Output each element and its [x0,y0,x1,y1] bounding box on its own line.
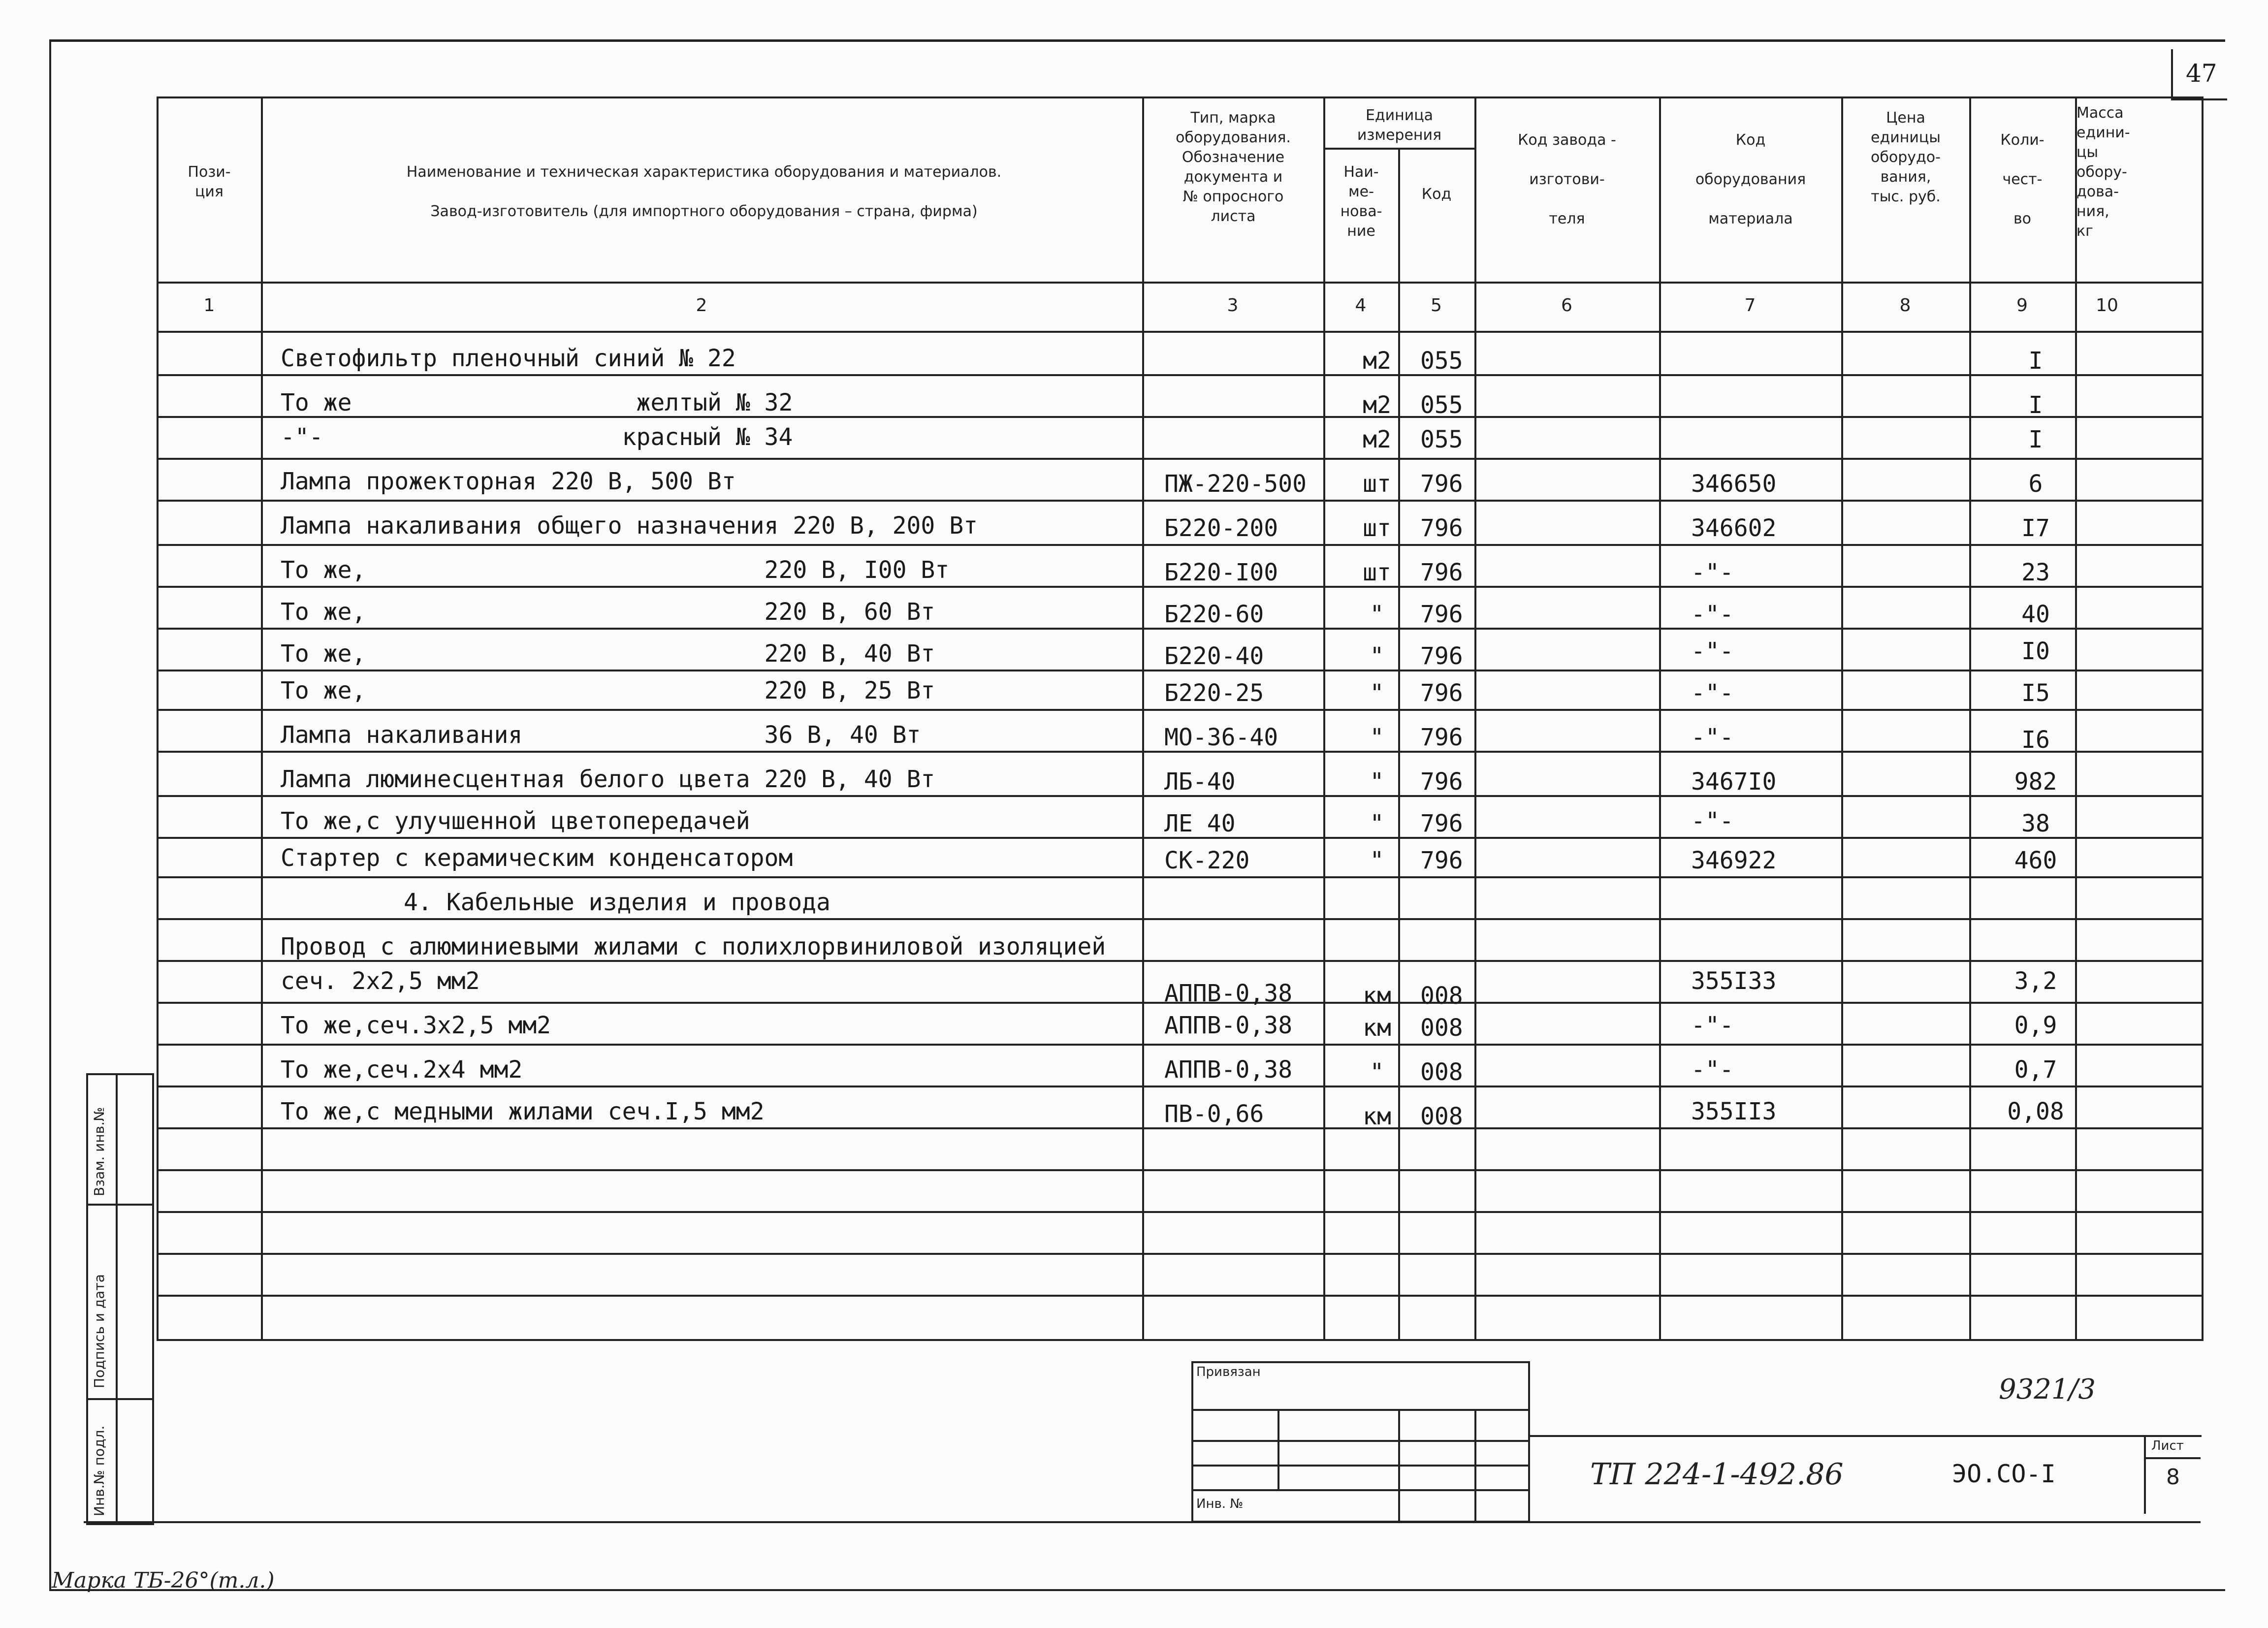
row-type: ПЖ-220-500 [1164,470,1307,498]
row-sep [157,544,2202,546]
column-number: 1 [203,295,215,316]
row-sep [157,1044,2202,1046]
row-name: То же,сеч.2х4 мм2 [281,1056,523,1084]
colnum-bottom [157,331,2202,333]
frame-bottom-edge [49,1589,2225,1591]
row-qty: I [2028,426,2043,453]
row-unit: шт [1363,470,1391,498]
row-code: 796 [1420,601,1463,628]
row-qty: 460 [2014,847,2057,874]
row-qty: 6 [2028,470,2043,498]
row-material-code: -"- [1691,1056,1734,1084]
row-type: АППВ-0,38 [1164,1012,1293,1039]
row-code: 796 [1420,470,1463,498]
row-sep [157,458,2202,460]
row-name: Лампа накаливания общего назначения 220 В, 200 Вт [281,512,978,540]
row-type: Б220-25 [1164,679,1264,707]
row-material-code: -"- [1691,724,1734,751]
row-qty: I5 [2021,679,2050,707]
row-unit: " [1370,679,1384,707]
frame-left-edge [49,39,51,1590]
row-type: Б220-I00 [1164,559,1278,586]
row-material-code: -"- [1691,559,1734,586]
row-code: 008 [1420,1103,1463,1130]
row-qty: 982 [2014,768,2057,796]
row-qty: 0,08 [2007,1098,2064,1125]
stamp-sheet-code: ЭО.СО-I [1952,1460,2056,1488]
row-unit: " [1370,1058,1384,1086]
row-code: 796 [1420,724,1463,751]
row-name: Лампа накаливания 36 В, 40 Вт [281,721,921,749]
row-qty: 3,2 [2014,967,2057,995]
row-material-code: -"- [1691,638,1734,665]
row-name: Стартер с керамическим конденсатором [281,844,793,872]
stamp-line [1278,1409,1279,1490]
row-sep [157,500,2202,502]
header-quantity: Коли- чест- во [2000,131,2044,227]
column-number: 10 [2096,295,2118,316]
header-equipment-code: Код оборудования материала [1695,131,1806,227]
row-unit: км [1363,982,1391,1010]
header-unit-group: Единица измерения [1357,107,1442,144]
row-material-code: -"- [1691,679,1734,707]
stamp-line [2144,1457,2201,1459]
column-number: 2 [696,295,707,316]
row-unit: " [1370,768,1384,796]
row-qty: I7 [2021,514,2050,542]
row-material-code: 3467I0 [1691,768,1777,796]
unit-group-sep [1323,148,1474,150]
row-name: Лампа люминесцентная белого цвета 220 В, 40 Вт [281,766,935,793]
row-qty: I [2028,347,2043,375]
row-code: 796 [1420,679,1463,707]
row-name: То же,с улучшенной цветопередачей [281,807,750,835]
header-name: Наименование и техническая характеристика оборудования и материалов. Завод-изготовитель (для импортного оборудования – страна, фирма) [406,163,1002,220]
column-number: 9 [2016,295,2028,316]
marka-label: Марка ТБ-26°(т.л.) [52,1568,275,1593]
row-material-code: 346650 [1691,470,1777,498]
row-name: То же, 220 В, 25 Вт [281,677,935,704]
row-material-code: 355II3 [1691,1098,1777,1125]
row-type: АППВ-0,38 [1164,1056,1293,1084]
row-qty: 0,7 [2014,1056,2057,1084]
row-name: То же, 220 В, 60 Вт [281,598,935,626]
row-unit: " [1370,642,1384,670]
row-unit: км [1363,1103,1391,1130]
row-unit: " [1370,724,1384,751]
column-number: 7 [1744,295,1756,316]
stamp-doc-code: ТП 224-1-492.86 [1590,1457,1844,1492]
column-number: 3 [1227,295,1239,316]
header-bottom [157,282,2202,284]
row-sep [157,1169,2202,1171]
row-name: То же,с медными жилами сеч.I,5 мм2 [281,1098,765,1125]
section-title: 4. Кабельные изделия и провода [404,889,831,916]
row-unit: м2 [1363,391,1391,419]
row-code: 796 [1420,642,1463,670]
row-material-code: -"- [1691,601,1734,628]
row-qty: I [2028,391,2043,419]
row-name: То же, 220 В, I00 Вт [281,556,950,584]
row-sep [157,1253,2202,1255]
row-material-code: -"- [1691,1012,1734,1039]
row-name: То же желтый № 32 [281,389,793,416]
row-type: Б220-60 [1164,601,1264,628]
stamp-line [1474,1409,1476,1521]
row-code: 796 [1420,847,1463,874]
row-type: ЛБ-40 [1164,768,1236,796]
column-number: 5 [1431,295,1442,316]
stamp-line [1191,1440,1528,1442]
row-code: 055 [1420,426,1463,453]
row-type: АППВ-0,38 [1164,980,1293,1007]
column-number: 6 [1561,295,1572,316]
row-name: Лампа прожекторная 220 В, 500 Вт [281,468,736,495]
row-code: 008 [1420,982,1463,1010]
side-strip-sep [86,1204,152,1206]
row-qty: 38 [2021,810,2050,837]
row-material-code: -"- [1691,807,1734,835]
row-unit: " [1370,810,1384,837]
row-code: 055 [1420,391,1463,419]
stamp-list-label: Лист [2151,1438,2184,1453]
row-qty: I6 [2021,726,2050,754]
row-code: 796 [1420,559,1463,586]
header-unit-code: Код [1421,186,1452,203]
side-strip-sep [86,1398,152,1400]
row-unit: шт [1363,559,1391,586]
header-mass: Масса едини- цы обору- дова- ния, кг [2076,104,2130,240]
row-sep [157,374,2202,376]
row-sep [157,876,2202,878]
row-qty: 23 [2021,559,2050,586]
row-qty: 40 [2021,601,2050,628]
side-label-podpis: Подпись и дата [91,1274,107,1388]
row-material-code: 355I33 [1691,967,1777,995]
wire-intro: Провод с алюминиевыми жилами с полихлорвиниловой изоляцией [281,933,1106,960]
stamp-handwritten-number: 9321/3 [1999,1373,2096,1405]
row-sep [157,1085,2202,1087]
row-qty: I0 [2021,638,2050,665]
column-number: 8 [1899,295,1911,316]
row-sep [157,918,2202,920]
stamp-line [1398,1409,1400,1521]
stamp-privyazan: Привязан [1196,1365,1261,1379]
row-type: Б220-200 [1164,514,1278,542]
row-code: 796 [1420,768,1463,796]
stamp-list-no: 8 [2166,1465,2180,1490]
row-material-code: 346922 [1691,847,1777,874]
row-name: -"- красный № 34 [281,423,793,451]
row-name: сеч. 2х2,5 мм2 [281,967,480,995]
row-sep [157,1295,2202,1297]
row-type: ПВ-0,66 [1164,1100,1264,1128]
page-number: 47 [2186,59,2217,88]
row-code: 055 [1420,347,1463,375]
row-qty: 0,9 [2014,1012,2057,1039]
row-unit: м2 [1363,426,1391,453]
side-strip-sep [116,1073,118,1521]
frame-inner-bottom [84,1521,2201,1523]
row-code: 008 [1420,1058,1463,1086]
row-code: 796 [1420,810,1463,837]
column-number: 4 [1355,295,1367,316]
row-unit: шт [1363,514,1391,542]
header-unit-name: Наи- ме- нова- ние [1340,163,1382,240]
header-position: Пози- ция [188,163,231,200]
stamp-line [1191,1465,1528,1467]
stamp-line [1528,1435,2202,1437]
row-type: МО-36-40 [1164,724,1278,751]
row-unit: м2 [1363,347,1391,375]
row-name: То же, 220 В, 40 Вт [281,640,935,668]
row-unit: км [1363,1014,1391,1042]
row-type: СК-220 [1164,847,1250,874]
header-price: Цена единицы оборудо- вания, тыс. руб. [1871,109,1941,205]
row-name: То же,сеч.3х2,5 мм2 [281,1012,551,1039]
side-label-inv: Инв.№ подл. [91,1425,107,1516]
stamp-inv-no: Инв. № [1196,1497,1244,1511]
stamp-line [1191,1409,1528,1411]
header-factory-code: Код завода - изготови- теля [1518,131,1616,227]
row-code: 796 [1420,514,1463,542]
row-unit: " [1370,847,1384,874]
stamp-line [1191,1489,1528,1491]
row-code: 008 [1420,1014,1463,1042]
row-type: ЛЕ 40 [1164,810,1236,837]
row-name: Светофильтр пленочный синий № 22 [281,345,736,372]
row-material-code: 346602 [1691,514,1777,542]
row-unit: " [1370,601,1384,628]
side-label-vzam: Взам. инв.№ [91,1107,107,1196]
header-type: Тип, марка оборудования. Обозначение документа и № опросного листа [1176,109,1291,225]
row-sep [157,709,2202,711]
row-sep [157,1211,2202,1213]
row-type: Б220-40 [1164,642,1264,670]
